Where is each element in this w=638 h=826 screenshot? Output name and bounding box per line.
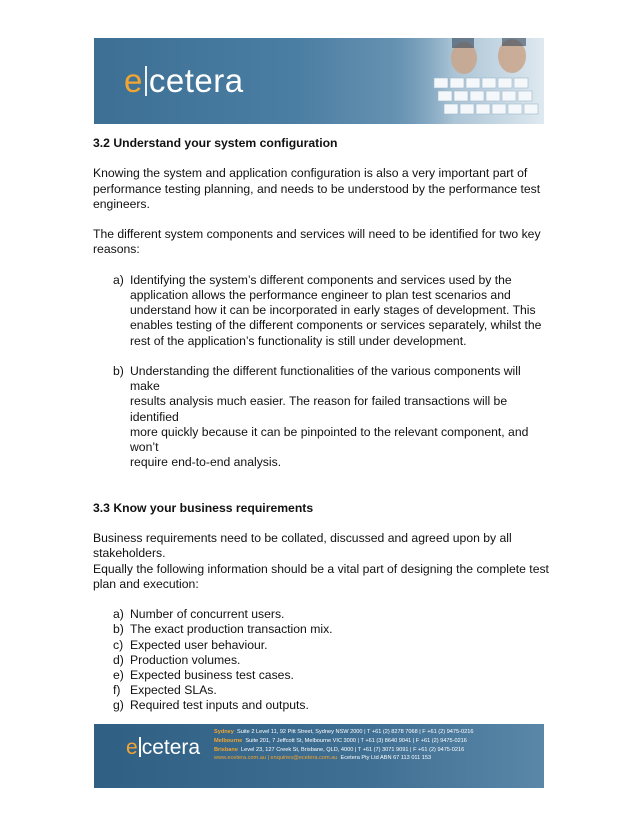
list-label: c)	[113, 637, 124, 652]
footer-logo-e: e	[126, 736, 138, 759]
paragraph-components	[93, 227, 553, 257]
text-line: plan and execution:	[93, 576, 199, 591]
office-brisbane	[214, 746, 473, 755]
logo-text: cetera	[148, 62, 244, 99]
ecetera-logo	[124, 62, 244, 100]
list-item	[93, 668, 553, 683]
footer-contact	[214, 754, 473, 763]
paragraph-business-requirements	[93, 531, 553, 592]
logo-divider	[145, 66, 147, 96]
header-banner	[94, 38, 544, 124]
text-line: require end-to-end analysis.	[130, 455, 282, 470]
text-line: reasons:	[93, 242, 140, 257]
list-text: Number of concurrent users.	[130, 607, 285, 622]
requirements-list	[93, 607, 553, 713]
office-detail: Suite 201, 7 Jeffcott St, Melbourne VIC 3000 | T +61 (3) 8640 9041 | F +61 (2) 9475-0216	[245, 737, 467, 744]
list-text: The exact production transaction mix.	[130, 622, 333, 637]
text-line: stakeholders.	[93, 546, 166, 561]
list-label: a)	[113, 607, 124, 622]
text-line: application allows the performance engineer to plan test scenarios and	[130, 287, 511, 302]
text-line: performance testing planning, and needs to be understood by the performance test	[93, 181, 541, 196]
office-detail: Suite 2 Level 11, 92 Pitt Street, Sydney NSW 2000 | T +61 (2) 8278 7068 | F +61 (2) 9475-0216	[237, 729, 474, 735]
section-heading-3-3: 3.3 Know your business requirements	[93, 500, 314, 515]
list-item	[93, 622, 553, 637]
list-text: Expected SLAs.	[130, 683, 217, 698]
text-line: Business requirements need to be collated, discussed and agreed upon by all	[93, 531, 512, 546]
text-line: engineers.	[93, 196, 150, 211]
text-line: Identifying the system’s different components and services used by the	[130, 272, 512, 287]
list-text: Required test inputs and outputs.	[130, 698, 309, 713]
text-line: more quickly because it can be pinpointed to the relevant component, and won’t	[130, 424, 529, 454]
text-line: The different system components and services will need to be identified for two key	[93, 227, 541, 242]
list-item	[93, 683, 553, 698]
list-item	[93, 638, 553, 653]
text-line: results analysis much easier. The reason for failed transactions will be identified	[130, 394, 508, 424]
list-label: b)	[113, 363, 124, 378]
list-label: a)	[113, 272, 124, 287]
section-heading-3-2: 3.2 Understand your system configuration	[93, 136, 338, 150]
paragraph-system-config	[93, 166, 553, 212]
list-text: Expected user behaviour.	[130, 637, 268, 652]
list-text: Expected business test cases.	[130, 667, 294, 682]
footer-logo-divider	[139, 737, 141, 757]
keyboard-hands-icon	[394, 38, 544, 124]
text-line: Knowing the system and application configuration is also a very important part of	[93, 166, 528, 181]
document-body	[93, 136, 553, 714]
list-label: f)	[113, 683, 121, 698]
list-item	[93, 607, 553, 622]
logo-e: e	[124, 62, 143, 99]
text-line: rest of the application’s functionality is still under development.	[130, 333, 467, 348]
list-label: e)	[113, 667, 124, 682]
text-line: Equally the following information should be a vital part of designing the complete test	[93, 561, 549, 576]
text-line: Understanding the different functionalities of the various components will make	[130, 363, 521, 394]
text-line: understand how it can be incorporated in early stages of development. This	[130, 303, 536, 318]
list-label: b)	[113, 622, 124, 637]
list-item	[93, 273, 553, 349]
footer-abn: Ecetera Pty Ltd ABN 67 113 011 153	[340, 755, 432, 762]
list-item	[93, 364, 553, 470]
footer-banner	[94, 724, 544, 788]
office-melbourne	[214, 737, 473, 746]
office-sydney	[214, 728, 473, 737]
footer-addresses	[214, 728, 473, 763]
reasons-list	[93, 273, 553, 471]
list-item	[93, 698, 553, 713]
office-detail: Level 23, 127 Creek St, Brisbane, QLD, 4000 | T +61 (7) 3071 9091 | F +61 (2) 9475-0216	[241, 746, 465, 753]
list-item	[93, 653, 553, 668]
list-text: Production volumes.	[130, 652, 241, 667]
office-city: Melbourne	[214, 737, 243, 744]
office-city: Sydney	[214, 729, 234, 735]
footer-logo-text: cetera	[141, 736, 201, 759]
text-line: enables testing of the different components or services separately, whilst the	[130, 318, 542, 333]
footer-logo	[126, 736, 200, 760]
list-label: d)	[113, 652, 124, 667]
footer-web-link[interactable]: www.ecetera.com.au | enquiries@ecetera.com.au	[214, 755, 338, 762]
list-label: g)	[113, 698, 124, 713]
office-city: Brisbane	[214, 746, 238, 753]
